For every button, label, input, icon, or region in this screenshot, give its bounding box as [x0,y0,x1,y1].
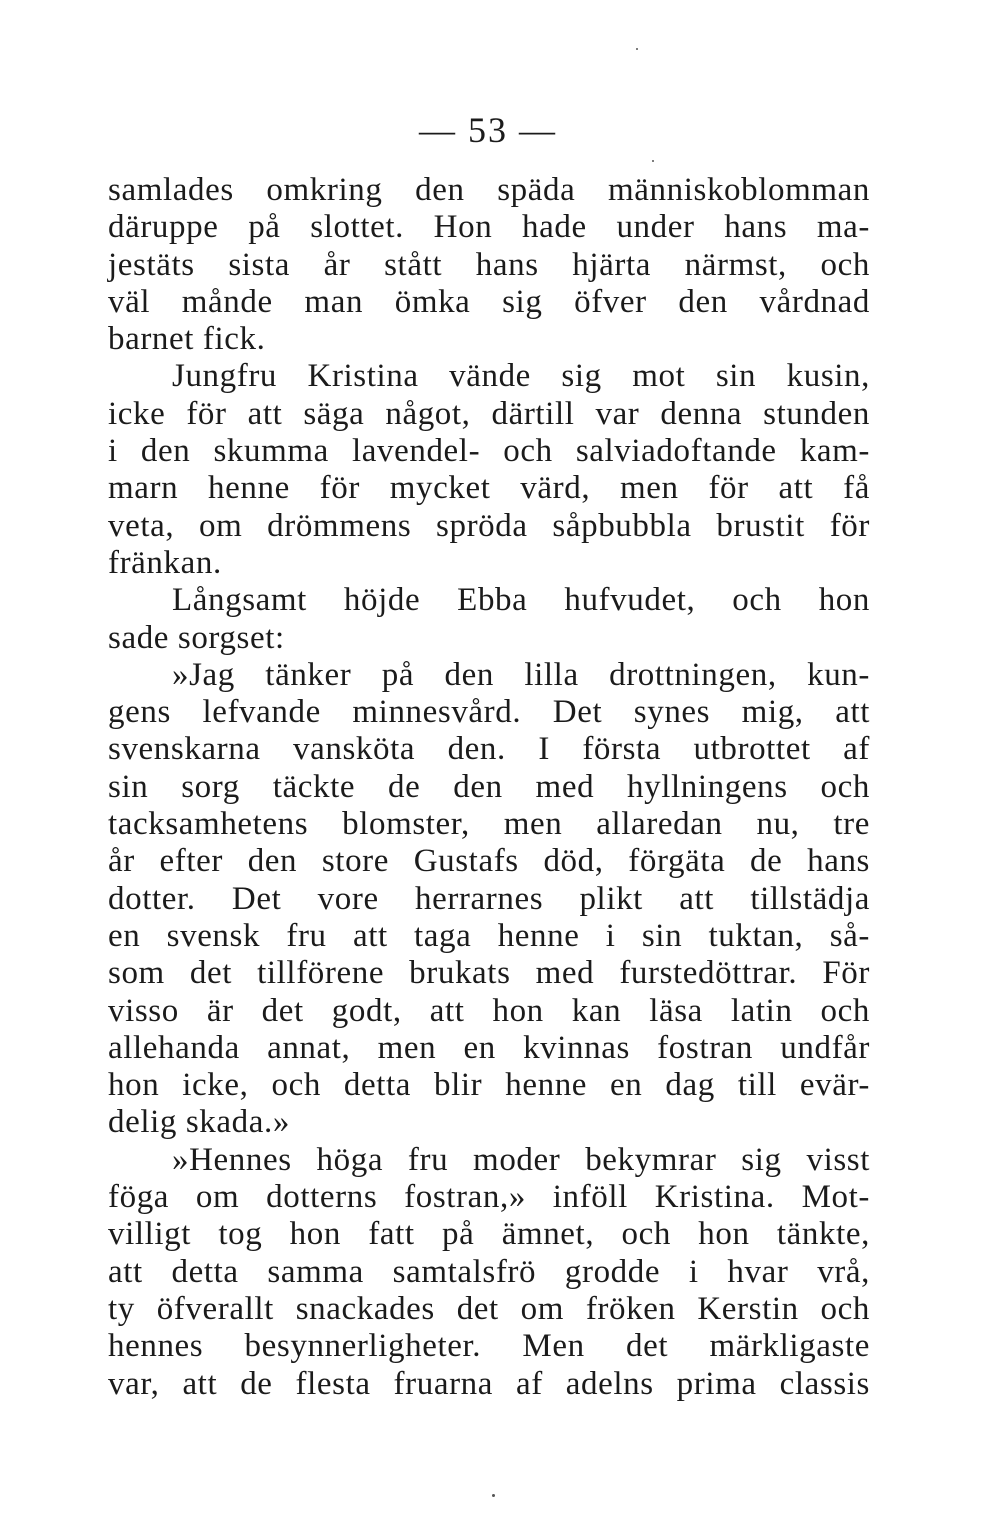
print-speck [636,48,638,50]
text-line: var, att de flesta fruarna af adelns prima classis [108,1365,870,1402]
text-line: veta, om drömmens spröda såpbubbla brustit för [108,507,870,544]
text-line: icke för att säga något, därtill var denna stunden [108,395,870,432]
text-line: marn henne för mycket värd, men för att få [108,470,870,507]
text-line: Jungfru Kristina vände sig mot sin kusin, [172,358,870,395]
text-line: år efter den store Gustafs död, förgäta de hans [108,843,870,880]
text-line: i den skumma lavendel- och salviadoftande kam- [108,433,870,470]
text-line: visso är det godt, att hon kan läsa latin och [108,992,870,1029]
page-number: — 53 — [419,110,557,150]
print-speck [652,160,654,162]
text-line: tacksamhetens blomster, men allaredan nu, tre [108,806,870,843]
text-line: villigt tog hon fatt på ämnet, och hon tänkte, [108,1216,870,1253]
text-line: en svensk fru att taga henne i sin tuktan, så- [108,917,870,954]
text-line: föga om dotterns fostran,» inföll Kristina. Mot- [108,1179,870,1216]
text-line: jestäts sista år stått hans hjärta närmst, och [108,246,870,283]
text-line: att detta samma samtalsfrö grodde i hvar vrå, [108,1253,870,1290]
text-line: sade sorgset: [108,619,285,656]
text-line: delig skada.» [108,1104,290,1141]
text-line: väl månde man ömka sig öfver den vårdnad [108,283,870,320]
text-line: fränkan. [108,544,222,581]
text-line: däruppe på slottet. Hon hade under hans ma- [108,209,870,246]
body-text [108,172,870,1403]
text-line: dotter. Det vore herrarnes plikt att tillstädja [108,880,870,917]
text-line: »Jag tänker på den lilla drottningen, kun- [172,656,870,693]
text-line: svenskarna vansköta den. I första utbrottet af [108,731,870,768]
text-line: hon icke, och detta blir henne en dag till evär- [108,1067,870,1104]
text-line: barnet fick. [108,321,266,358]
text-line: »Hennes höga fru moder bekymrar sig visst [172,1141,870,1178]
print-speck [492,1494,495,1497]
text-line: sin sorg täckte de den med hyllningens och [108,768,870,805]
text-line: Långsamt höjde Ebba hufvudet, och hon [172,582,870,619]
text-line: hennes besynnerligheter. Men det märkligaste [108,1328,870,1365]
text-line: gens lefvande minnesvård. Det synes mig, att [108,694,870,731]
text-line: allehanda annat, men en kvinnas fostran undfår [108,1029,870,1066]
text-line: ty öfverallt snackades det om fröken Kerstin och [108,1290,870,1327]
text-line: samlades omkring den späda människoblomman [108,172,870,208]
text-line: som det tillförene brukats med furstedöttrar. För [108,955,870,992]
